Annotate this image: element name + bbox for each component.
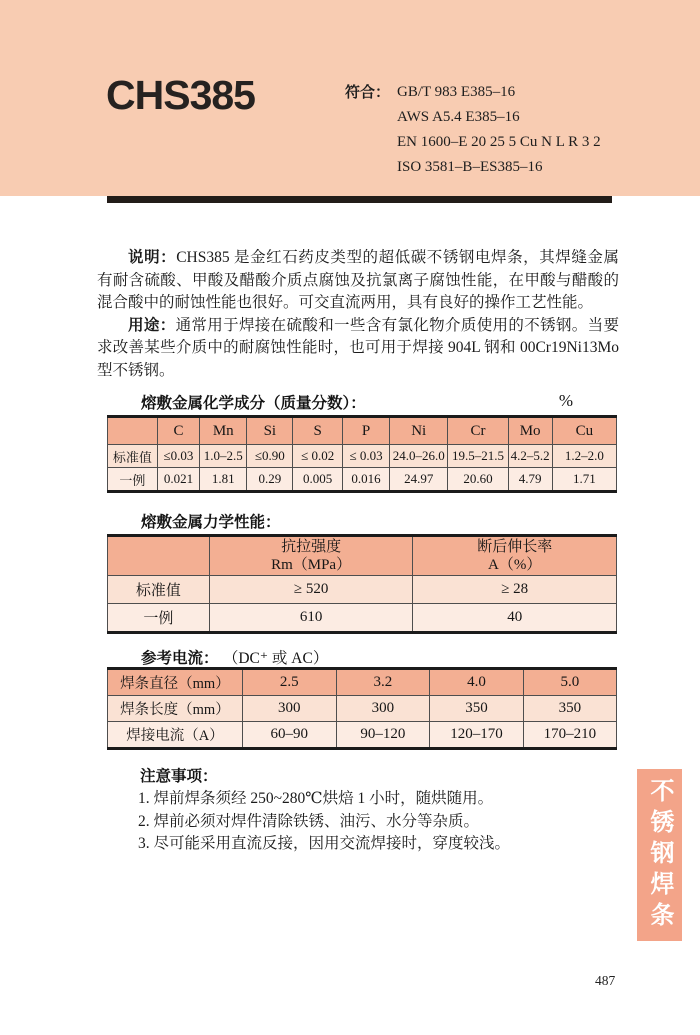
cell: ≤ 0.02 — [293, 445, 343, 468]
diameter-row — [108, 669, 617, 696]
description-paragraph — [97, 247, 619, 315]
header-banner — [0, 0, 700, 196]
cell: ≤0.90 — [247, 445, 293, 468]
cell: 350 — [430, 696, 524, 722]
cell: Si — [247, 417, 293, 445]
cell: 19.5–21.5 — [448, 445, 508, 468]
standard-item: EN 1600–E 20 25 5 Cu N L R 3 2 — [397, 134, 601, 150]
mechanical-header-row — [108, 536, 617, 576]
page-number: 487 — [595, 973, 616, 988]
mechanical-title: 熔敷金属力学性能： — [141, 514, 281, 531]
mechanical-section-heading — [97, 510, 619, 532]
chemical-header-row — [108, 417, 617, 445]
cell: 4.2–5.2 — [508, 445, 552, 468]
cell: 170–210 — [523, 722, 616, 749]
mechanical-standard-row — [108, 576, 617, 604]
column-subtitle: Rm（MPa） — [271, 557, 352, 573]
standards-list — [397, 80, 601, 180]
chemical-title: 熔敷金属化学成分（质量分数）： — [141, 395, 366, 412]
cell: 350 — [523, 696, 616, 722]
reference-current-table — [107, 667, 617, 750]
cell: 24.0–26.0 — [389, 445, 448, 468]
category-tab-label: 不锈钢焊条 — [646, 777, 673, 933]
usage-text: 通常用于焊接在硫酸和一些含有氯化物介质使用的不锈钢。当要求改善某些介质中的耐腐蚀性能时，也可用于焊接 904L 钢和 00Cr19Ni13Mo 型不锈钢。 — [97, 316, 619, 379]
cell: 24.97 — [389, 468, 448, 492]
standard-item: AWS A5.4 E385–16 — [397, 109, 520, 125]
cell: 300 — [242, 696, 336, 722]
column-subtitle: A（%） — [488, 557, 542, 573]
cell: 1.0–2.5 — [200, 445, 247, 468]
row-label: 一例 — [108, 468, 158, 492]
standard-item: ISO 3581–B–ES385–16 — [397, 159, 543, 175]
row-label: 标准值 — [108, 576, 210, 604]
notes-title: 注意事项： — [140, 768, 218, 785]
note-item: 3. 尽可能采用直流反接，因用交流焊接时，穿度较浅。 — [138, 834, 511, 852]
note-item: 1. 焊前焊条须经 250~280℃烘焙 1 小时，随烘随用。 — [138, 790, 494, 808]
cell: 1.81 — [200, 468, 247, 492]
cell: 1.2–2.0 — [552, 445, 616, 468]
cell: 20.60 — [448, 468, 508, 492]
usage-paragraph — [97, 315, 619, 383]
product-model-title: CHS385 — [106, 72, 255, 118]
cell: ≤ 0.03 — [343, 445, 390, 468]
note-item: 2. 焊前必须对焊件清除铁锈、油污、水分等杂质。 — [138, 812, 480, 830]
current-subtitle: （DC⁺ 或 AC） — [222, 650, 329, 667]
description-label: 说明： — [128, 249, 177, 266]
description-text: CHS385 是金红石药皮类型的超低碳不锈钢电焊条，其焊缝金属有耐含硫酸、甲酸及醋酸介质点腐蚀及抗氯离子腐蚀性能，在甲酸与醋酸的混合酸中的耐蚀性能也很好。可交直流两用，具有良好的操作工艺性能。 — [97, 249, 619, 311]
cell: P — [343, 417, 390, 445]
cell: 40 — [413, 604, 617, 633]
cell: ≥ 28 — [413, 576, 617, 604]
current-row — [108, 722, 617, 749]
column-title: 抗拉强度 — [281, 539, 342, 555]
cell: Mo — [508, 417, 552, 445]
column-title: 断后伸长率 — [477, 539, 553, 555]
cell: 610 — [209, 604, 413, 633]
chemical-example-row — [108, 468, 617, 492]
cell: 5.0 — [523, 669, 616, 696]
length-row — [108, 696, 617, 722]
cell: Cr — [448, 417, 508, 445]
chemical-standard-row — [108, 445, 617, 468]
conform-label: 符合： — [345, 84, 391, 101]
cell: 90–120 — [336, 722, 430, 749]
cell: S — [293, 417, 343, 445]
header-divider-bar — [107, 196, 612, 203]
cell: 1.71 — [552, 468, 616, 492]
chemical-unit: % — [558, 391, 573, 410]
notes-section — [97, 766, 619, 855]
cell: C — [157, 417, 199, 445]
cell — [108, 417, 158, 445]
chemical-composition-table — [107, 415, 617, 493]
cell: 60–90 — [242, 722, 336, 749]
standard-item: GB/T 983 E385–16 — [397, 84, 516, 100]
cell: Ni — [389, 417, 448, 445]
cell: 0.005 — [293, 468, 343, 492]
chemical-section-heading — [97, 391, 619, 413]
cell: 0.29 — [247, 468, 293, 492]
mechanical-properties-table — [107, 534, 617, 634]
current-section-heading — [97, 646, 619, 668]
mechanical-example-row — [108, 604, 617, 633]
cell — [108, 536, 210, 576]
cell: Cu — [552, 417, 616, 445]
row-label: 焊条长度（mm） — [108, 696, 243, 722]
row-label: 焊条直径（mm） — [108, 669, 243, 696]
cell — [413, 536, 617, 576]
cell: 4.79 — [508, 468, 552, 492]
cell: 2.5 — [242, 669, 336, 696]
cell: Mn — [200, 417, 247, 445]
row-label: 焊接电流（A） — [108, 722, 243, 749]
cell: 0.016 — [343, 468, 390, 492]
category-side-tab — [637, 769, 682, 941]
intro-section — [97, 247, 619, 382]
cell: 300 — [336, 696, 430, 722]
usage-label: 用途： — [128, 316, 176, 334]
cell: ≥ 520 — [209, 576, 413, 604]
standards-block — [345, 80, 601, 180]
cell: 120–170 — [430, 722, 524, 749]
current-title: 参考电流： — [141, 650, 219, 667]
cell: ≤0.03 — [157, 445, 199, 468]
cell: 4.0 — [430, 669, 524, 696]
row-label: 一例 — [108, 604, 210, 633]
row-label: 标准值 — [108, 445, 158, 468]
cell: 0.021 — [157, 468, 199, 492]
cell: 3.2 — [336, 669, 430, 696]
cell — [209, 536, 413, 576]
